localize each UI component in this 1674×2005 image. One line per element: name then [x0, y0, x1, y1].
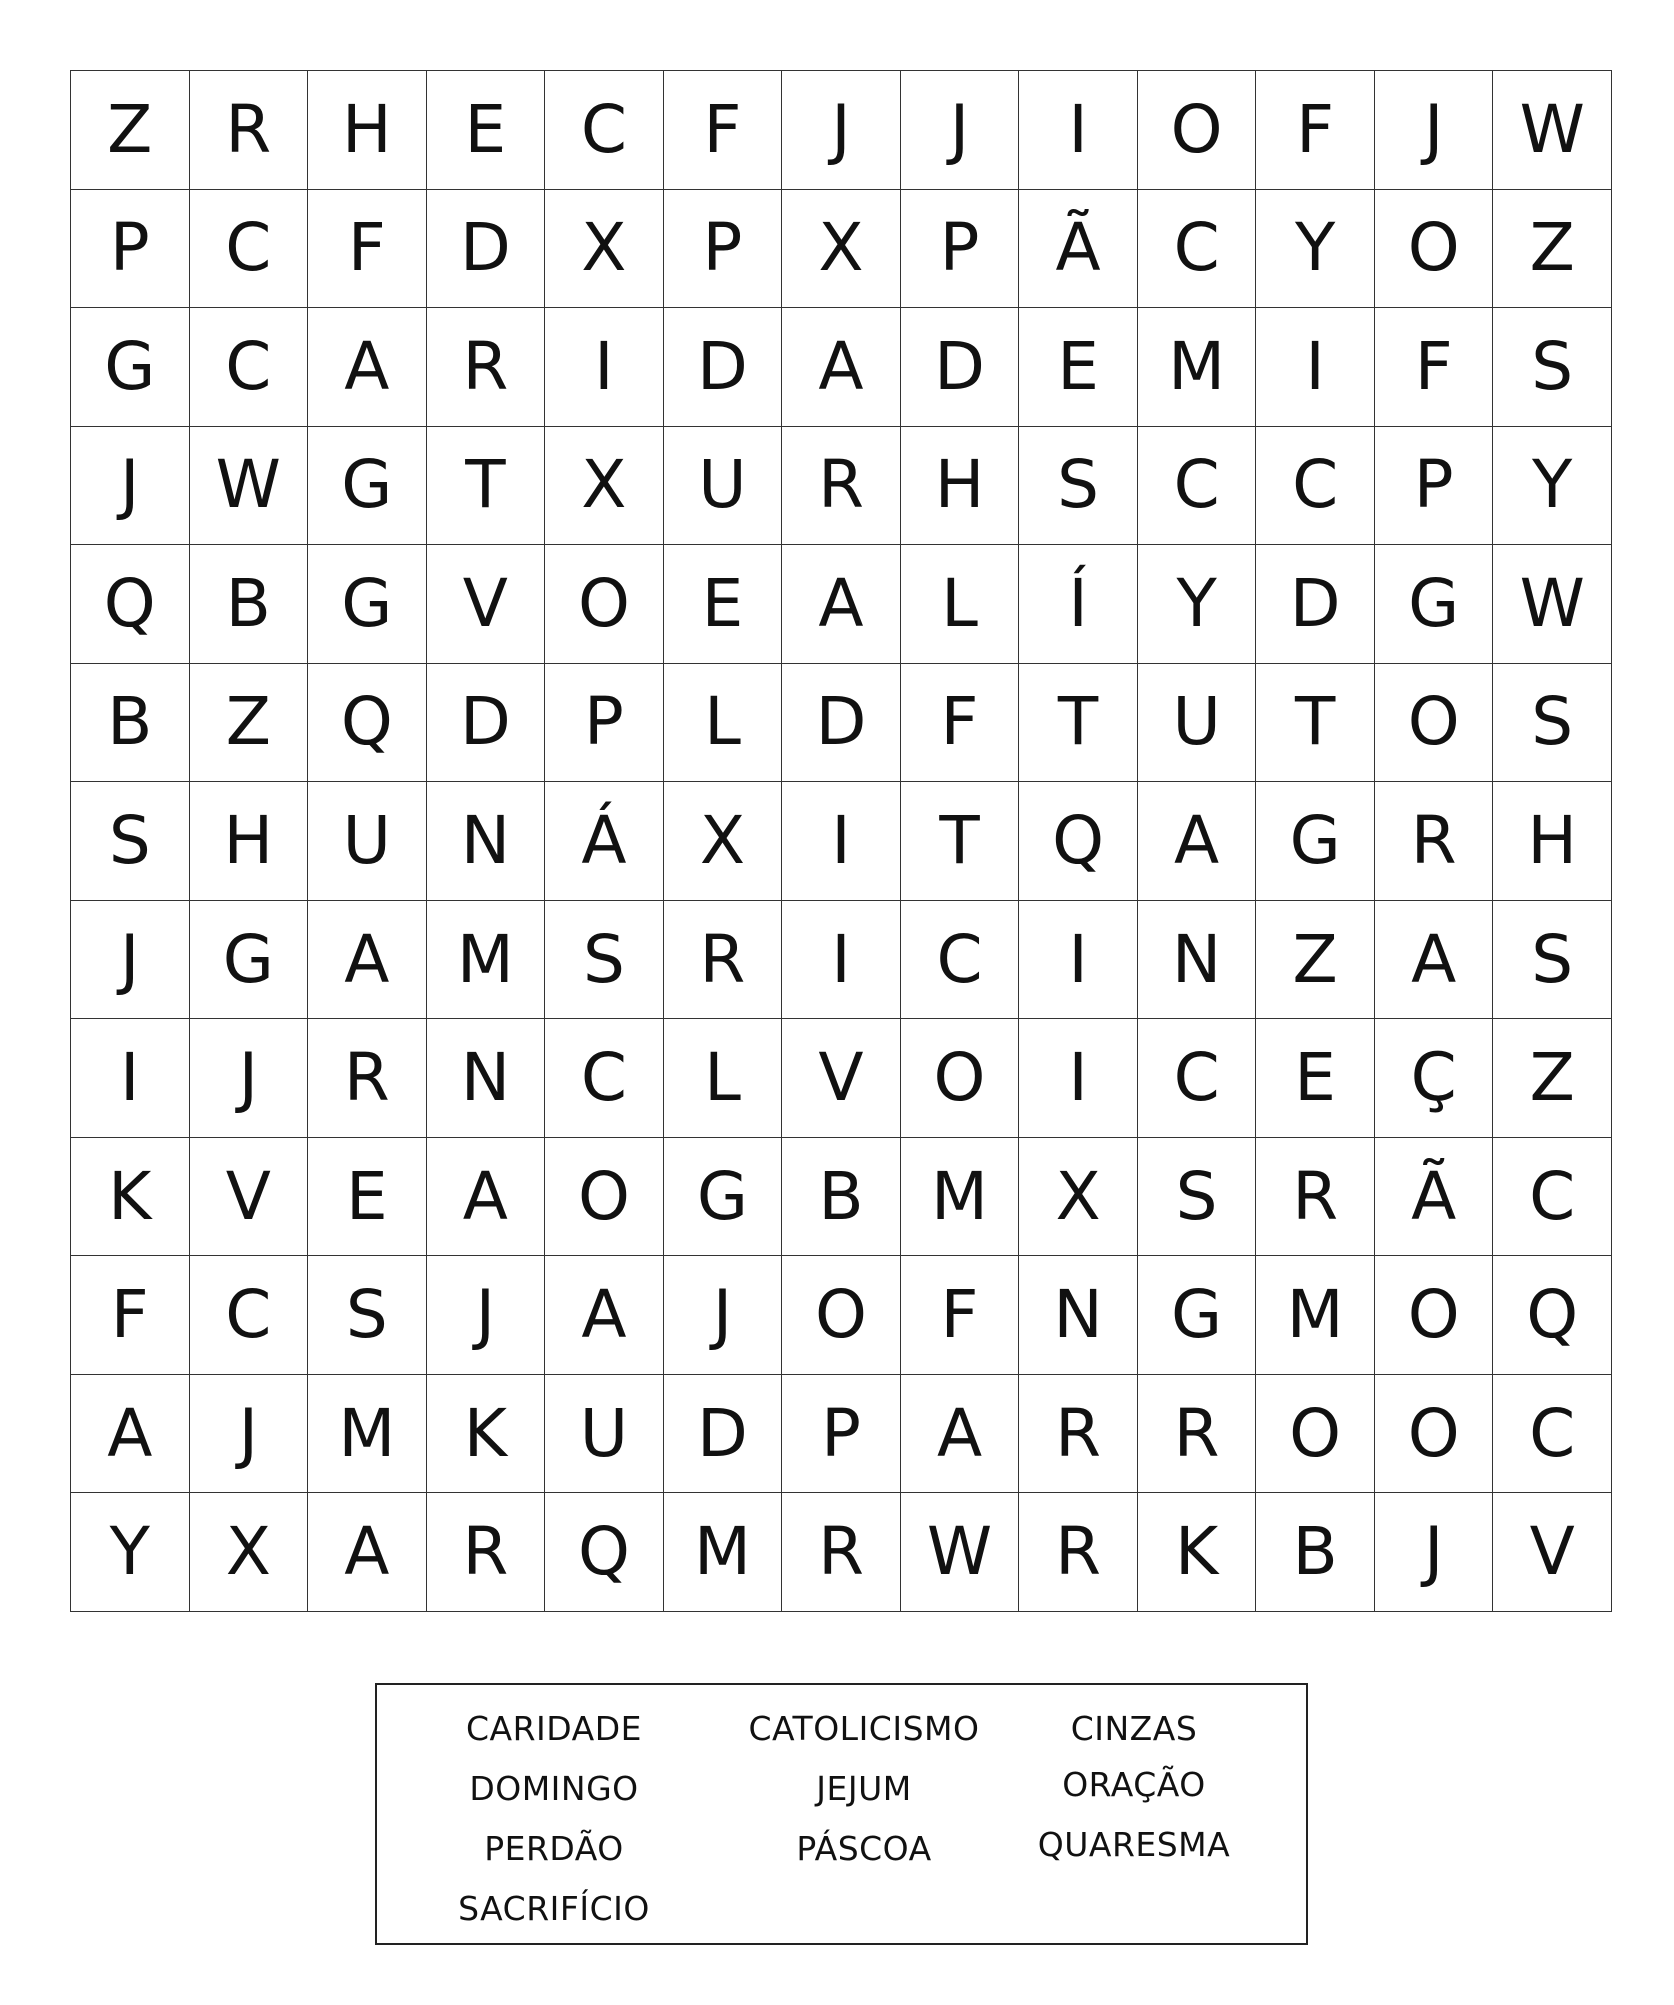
grid-cell[interactable]: V: [1493, 1493, 1612, 1612]
grid-cell[interactable]: H: [1493, 782, 1612, 901]
grid-cell[interactable]: K: [71, 1138, 190, 1257]
grid-cell[interactable]: J: [1375, 71, 1494, 190]
word-pascoa: PÁSCOA: [796, 1829, 932, 1868]
grid-cell[interactable]: A: [1375, 901, 1494, 1020]
grid-cell[interactable]: A: [782, 545, 901, 664]
grid-cell[interactable]: C: [1138, 1019, 1257, 1138]
grid-cell[interactable]: Y: [1493, 427, 1612, 546]
grid-cell[interactable]: P: [901, 190, 1020, 309]
grid-cell[interactable]: C: [545, 71, 664, 190]
grid-cell[interactable]: O: [901, 1019, 1020, 1138]
grid-cell[interactable]: D: [1256, 545, 1375, 664]
grid-cell[interactable]: D: [664, 308, 783, 427]
grid-cell[interactable]: S: [1138, 1138, 1257, 1257]
grid-cell[interactable]: Q: [1019, 782, 1138, 901]
grid-cell[interactable]: P: [545, 664, 664, 783]
grid-cell[interactable]: U: [308, 782, 427, 901]
grid-cell[interactable]: G: [664, 1138, 783, 1257]
grid-cell[interactable]: K: [1138, 1493, 1257, 1612]
grid-cell[interactable]: G: [308, 427, 427, 546]
grid-cell[interactable]: A: [308, 1493, 427, 1612]
grid-cell[interactable]: J: [190, 1375, 309, 1494]
grid-cell[interactable]: C: [545, 1019, 664, 1138]
grid-cell[interactable]: O: [545, 545, 664, 664]
grid-cell[interactable]: M: [1256, 1256, 1375, 1375]
grid-cell[interactable]: S: [71, 782, 190, 901]
grid-cell[interactable]: Ã: [1375, 1138, 1494, 1257]
word-list-box: [375, 1683, 1308, 1945]
grid-cell[interactable]: Í: [1019, 545, 1138, 664]
grid-cell[interactable]: E: [664, 545, 783, 664]
grid-cell[interactable]: A: [782, 308, 901, 427]
grid-cell[interactable]: B: [1256, 1493, 1375, 1612]
grid-cell[interactable]: X: [1019, 1138, 1138, 1257]
grid-cell[interactable]: W: [1493, 71, 1612, 190]
grid-cell[interactable]: Y: [71, 1493, 190, 1612]
grid-cell[interactable]: I: [71, 1019, 190, 1138]
grid-cell[interactable]: R: [427, 308, 546, 427]
grid-cell[interactable]: F: [1375, 308, 1494, 427]
grid-cell[interactable]: A: [308, 901, 427, 1020]
word-cinzas: CINZAS: [1070, 1709, 1198, 1748]
grid-cell[interactable]: I: [1019, 901, 1138, 1020]
grid-cell[interactable]: B: [71, 664, 190, 783]
grid-cell[interactable]: U: [1138, 664, 1257, 783]
grid-cell[interactable]: W: [190, 427, 309, 546]
grid-cell[interactable]: J: [664, 1256, 783, 1375]
grid-cell[interactable]: G: [308, 545, 427, 664]
word-oracao: ORAÇÃO: [1062, 1765, 1206, 1804]
grid-cell[interactable]: S: [545, 901, 664, 1020]
grid-cell[interactable]: I: [545, 308, 664, 427]
grid-cell[interactable]: Y: [1256, 190, 1375, 309]
grid-cell[interactable]: F: [1256, 71, 1375, 190]
grid-cell[interactable]: H: [901, 427, 1020, 546]
grid-cell[interactable]: A: [901, 1375, 1020, 1494]
grid-cell[interactable]: W: [1493, 545, 1612, 664]
grid-cell[interactable]: C: [901, 901, 1020, 1020]
grid-cell[interactable]: Z: [1256, 901, 1375, 1020]
grid-cell[interactable]: J: [901, 71, 1020, 190]
grid-cell[interactable]: Q: [1493, 1256, 1612, 1375]
grid-cell[interactable]: E: [427, 71, 546, 190]
grid-cell[interactable]: Z: [190, 664, 309, 783]
grid-cell[interactable]: I: [782, 901, 901, 1020]
grid-cell[interactable]: G: [71, 308, 190, 427]
grid-cell[interactable]: E: [1019, 308, 1138, 427]
grid-cell[interactable]: I: [1256, 308, 1375, 427]
grid-cell[interactable]: L: [664, 664, 783, 783]
grid-cell[interactable]: L: [664, 1019, 783, 1138]
grid-cell[interactable]: W: [901, 1493, 1020, 1612]
grid-cell[interactable]: P: [1375, 427, 1494, 546]
grid-cell[interactable]: S: [1493, 308, 1612, 427]
grid-cell[interactable]: P: [664, 190, 783, 309]
grid-cell[interactable]: O: [1138, 71, 1257, 190]
grid-cell[interactable]: E: [308, 1138, 427, 1257]
grid-cell[interactable]: C: [1138, 427, 1257, 546]
grid-cell[interactable]: Z: [1493, 190, 1612, 309]
grid-cell[interactable]: X: [782, 190, 901, 309]
grid-cell[interactable]: F: [308, 190, 427, 309]
grid-cell[interactable]: R: [1256, 1138, 1375, 1257]
grid-cell[interactable]: N: [1138, 901, 1257, 1020]
grid-cell[interactable]: Á: [545, 782, 664, 901]
grid-cell[interactable]: J: [71, 901, 190, 1020]
grid-cell[interactable]: Q: [308, 664, 427, 783]
grid-cell[interactable]: H: [308, 71, 427, 190]
grid-cell[interactable]: R: [1375, 782, 1494, 901]
grid-cell[interactable]: G: [1375, 545, 1494, 664]
grid-cell[interactable]: M: [308, 1375, 427, 1494]
grid-cell[interactable]: D: [427, 664, 546, 783]
grid-cell[interactable]: Y: [1138, 545, 1257, 664]
grid-cell[interactable]: O: [1375, 664, 1494, 783]
grid-cell[interactable]: R: [190, 71, 309, 190]
grid-cell[interactable]: C: [190, 308, 309, 427]
grid-cell[interactable]: G: [1256, 782, 1375, 901]
grid-cell[interactable]: S: [1019, 427, 1138, 546]
grid-cell[interactable]: R: [308, 1019, 427, 1138]
grid-cell[interactable]: S: [1493, 664, 1612, 783]
letter-grid: [70, 70, 1612, 1612]
grid-cell[interactable]: O: [782, 1256, 901, 1375]
grid-cell[interactable]: F: [71, 1256, 190, 1375]
grid-cell[interactable]: G: [1138, 1256, 1257, 1375]
grid-cell[interactable]: I: [782, 782, 901, 901]
grid-cell[interactable]: S: [1493, 901, 1612, 1020]
grid-cell[interactable]: D: [664, 1375, 783, 1494]
grid-cell[interactable]: C: [1493, 1138, 1612, 1257]
grid-cell[interactable]: U: [664, 427, 783, 546]
grid-cell[interactable]: C: [190, 1256, 309, 1375]
grid-cell[interactable]: R: [1019, 1375, 1138, 1494]
grid-cell[interactable]: A: [545, 1256, 664, 1375]
grid-cell[interactable]: O: [1375, 1256, 1494, 1375]
grid-cell[interactable]: M: [664, 1493, 783, 1612]
grid-cell[interactable]: S: [308, 1256, 427, 1375]
grid-cell[interactable]: N: [427, 782, 546, 901]
grid-cell[interactable]: V: [190, 1138, 309, 1257]
grid-cell[interactable]: R: [782, 1493, 901, 1612]
grid-cell[interactable]: V: [782, 1019, 901, 1138]
grid-cell[interactable]: A: [427, 1138, 546, 1257]
grid-cell[interactable]: R: [1019, 1493, 1138, 1612]
grid-cell[interactable]: I: [1019, 1019, 1138, 1138]
grid-cell[interactable]: X: [545, 427, 664, 546]
grid-cell[interactable]: T: [1019, 664, 1138, 783]
grid-cell[interactable]: O: [1375, 1375, 1494, 1494]
grid-cell[interactable]: D: [782, 664, 901, 783]
grid-cell[interactable]: M: [427, 901, 546, 1020]
grid-cell[interactable]: O: [1256, 1375, 1375, 1494]
grid-cell[interactable]: J: [782, 71, 901, 190]
grid-cell[interactable]: N: [1019, 1256, 1138, 1375]
word-sacrificio: SACRIFÍCIO: [458, 1889, 650, 1928]
grid-cell[interactable]: Z: [71, 71, 190, 190]
grid-cell[interactable]: C: [1138, 190, 1257, 309]
grid-cell[interactable]: C: [1256, 427, 1375, 546]
grid-cell[interactable]: M: [901, 1138, 1020, 1257]
grid-cell[interactable]: B: [782, 1138, 901, 1257]
grid-cell[interactable]: J: [190, 1019, 309, 1138]
word-jejum: JEJUM: [816, 1769, 912, 1808]
grid-cell[interactable]: Z: [1493, 1019, 1612, 1138]
grid-cell[interactable]: Q: [71, 545, 190, 664]
grid-cell[interactable]: O: [1375, 190, 1494, 309]
grid-cell[interactable]: X: [190, 1493, 309, 1612]
grid-cell[interactable]: X: [545, 190, 664, 309]
grid-cell[interactable]: Ã: [1019, 190, 1138, 309]
grid-cell[interactable]: N: [427, 1019, 546, 1138]
grid-cell[interactable]: T: [1256, 664, 1375, 783]
grid-cell[interactable]: P: [71, 190, 190, 309]
grid-cell[interactable]: J: [427, 1256, 546, 1375]
grid-cell[interactable]: F: [901, 1256, 1020, 1375]
grid-cell[interactable]: K: [427, 1375, 546, 1494]
grid-cell[interactable]: D: [427, 190, 546, 309]
grid-cell[interactable]: R: [427, 1493, 546, 1612]
grid-cell[interactable]: L: [901, 545, 1020, 664]
grid-cell[interactable]: P: [782, 1375, 901, 1494]
grid-cell[interactable]: V: [427, 545, 546, 664]
word-domingo: DOMINGO: [469, 1769, 639, 1808]
grid-cell[interactable]: H: [190, 782, 309, 901]
grid-cell[interactable]: C: [190, 190, 309, 309]
grid-cell[interactable]: D: [901, 308, 1020, 427]
grid-cell[interactable]: E: [1256, 1019, 1375, 1138]
grid-cell[interactable]: Q: [545, 1493, 664, 1612]
grid-cell[interactable]: R: [1138, 1375, 1257, 1494]
grid-cell[interactable]: A: [1138, 782, 1257, 901]
grid-cell[interactable]: A: [71, 1375, 190, 1494]
grid-cell[interactable]: F: [901, 664, 1020, 783]
grid-cell[interactable]: X: [664, 782, 783, 901]
grid-cell[interactable]: M: [1138, 308, 1257, 427]
grid-cell[interactable]: O: [545, 1138, 664, 1257]
word-catolicismo: CATOLICISMO: [748, 1709, 980, 1748]
word-quaresma: QUARESMA: [1037, 1825, 1231, 1864]
grid-cell[interactable]: T: [427, 427, 546, 546]
grid-cell[interactable]: Ç: [1375, 1019, 1494, 1138]
grid-cell[interactable]: T: [901, 782, 1020, 901]
grid-cell[interactable]: R: [664, 901, 783, 1020]
grid-cell[interactable]: G: [190, 901, 309, 1020]
grid-cell[interactable]: A: [308, 308, 427, 427]
grid-cell[interactable]: C: [1493, 1375, 1612, 1494]
word-caridade: CARIDADE: [466, 1709, 642, 1748]
grid-cell[interactable]: F: [664, 71, 783, 190]
grid-cell[interactable]: J: [71, 427, 190, 546]
grid-cell[interactable]: J: [1375, 1493, 1494, 1612]
word-perdao: PERDÃO: [484, 1829, 624, 1868]
grid-cell[interactable]: B: [190, 545, 309, 664]
grid-cell[interactable]: R: [782, 427, 901, 546]
grid-cell[interactable]: I: [1019, 71, 1138, 190]
grid-cell[interactable]: U: [545, 1375, 664, 1494]
